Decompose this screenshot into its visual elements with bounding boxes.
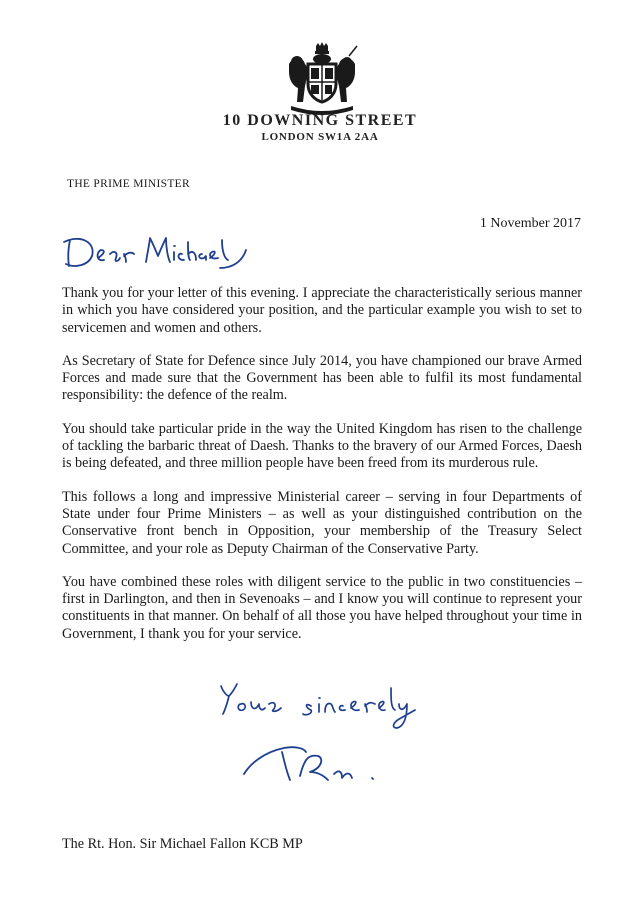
paragraph: This follows a long and impressive Ministerial career – serving in four Departments of State under four Prime Ministers – as well as your distinguished contribution on the Conservative front bench in Opposition, your membership of the Treasury Select Committee, and your role as Deputy Chairman of the Conservative Party. bbox=[62, 488, 582, 557]
office-title: THE PRIME MINISTER bbox=[67, 178, 190, 190]
letter-body bbox=[62, 285, 582, 659]
paragraph: As Secretary of State for Defence since July 2014, you have championed our brave Armed Forces and made sure that the Government has been able to fulfil its most fundamental responsibility: the defence of the realm. bbox=[62, 352, 582, 404]
paragraph: You have combined these roles with diligent service to the public in two constituencies – first in Darlington, and then in Sevenoaks – and I know you will continue to represent your constituents in that manner. On behalf of all those you have helped throughout your time in Government, I thank you for your service. bbox=[62, 573, 582, 642]
letter-date: 1 November 2017 bbox=[479, 216, 581, 231]
signature bbox=[238, 738, 413, 788]
royal-coat-of-arms-icon bbox=[283, 42, 361, 116]
handwritten-salutation bbox=[60, 228, 250, 274]
letterhead-city: LONDON SW1A 2AA bbox=[261, 131, 379, 143]
paragraph: Thank you for your letter of this evening. I appreciate the characteristically serious manner in which you have considered your position, and the particular example you wish to set to servicemen and women and others. bbox=[62, 285, 582, 336]
handwritten-closing bbox=[215, 678, 425, 732]
recipient-name: The Rt. Hon. Sir Michael Fallon KCB MP bbox=[62, 836, 303, 852]
paragraph: You should take particular pride in the way the United Kingdom has risen to the challenge of tackling the barbaric threat of Daesh. Thanks to the bravery of our Armed Forces, Daesh is being defeated, and three million people have been freed from its murderous rule. bbox=[62, 420, 582, 472]
letterhead-address: 10 DOWNING STREET bbox=[222, 112, 418, 129]
